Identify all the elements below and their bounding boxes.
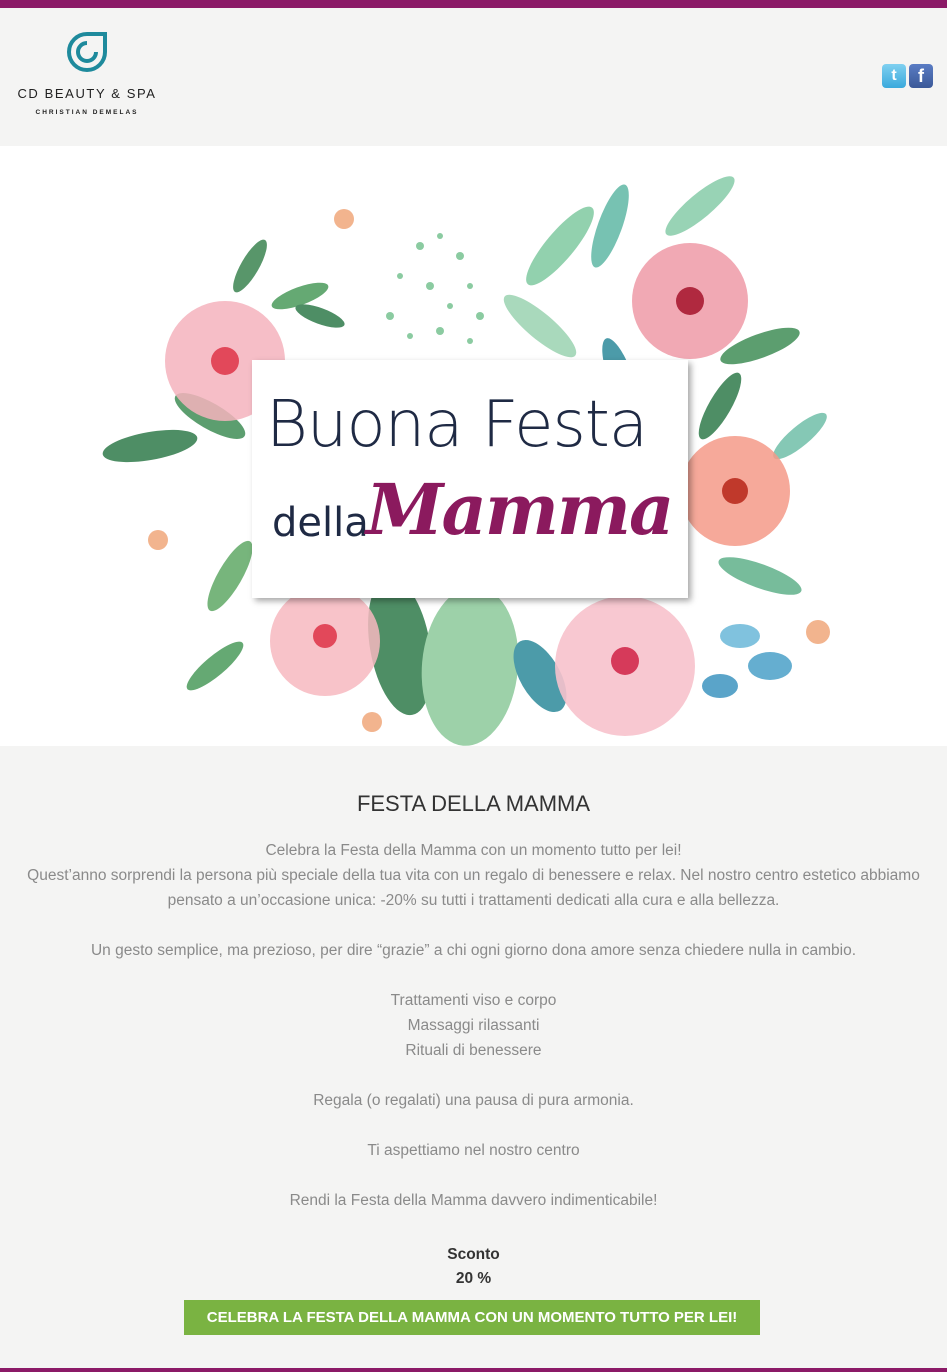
paragraph-line: Quest’anno sorprendi la persona più speciale della tua vita con un regalo di benessere e relax. Nel nostro centro estetico abbiamo: [27, 867, 920, 884]
treatment-item: Massaggi rilassanti: [407, 1017, 540, 1034]
greeting-card: [252, 360, 688, 598]
paragraph-line: pensato a un’occasione unica: -20% su tutti i trattamenti dedicati alla cura e alla bellezza.: [167, 892, 780, 909]
facebook-icon[interactable]: [909, 64, 933, 88]
twitter-glyph: t: [891, 67, 897, 84]
paragraph-line: Ti aspettiamo nel nostro centro: [367, 1142, 580, 1159]
facebook-glyph: f: [918, 65, 924, 86]
cta-button[interactable]: CELEBRA LA FESTA DELLA MAMMA CON UN MOMENTO TUTTO PER LEI!: [184, 1300, 760, 1335]
discount-label: Sconto: [447, 1246, 500, 1263]
greeting-della: della: [272, 500, 369, 546]
discount-value: 20 %: [455, 1270, 492, 1287]
social-links: [882, 64, 933, 88]
hero-banner: [0, 146, 947, 746]
treatment-item: Rituali di benessere: [405, 1042, 542, 1059]
email-content: [0, 746, 947, 1368]
brand-subtitle: CHRISTIAN DEMELAS: [35, 109, 139, 116]
brand-name: CD BEAUTY & SPA: [17, 86, 157, 101]
paragraph-line: Un gesto semplice, ma prezioso, per dire “grazie” a chi ogni giorno dona amore senza chiedere nulla in cambio.: [90, 942, 857, 959]
twitter-icon[interactable]: [882, 64, 906, 88]
email-header: [0, 8, 947, 146]
treatment-item: Trattamenti viso e corpo: [390, 992, 557, 1009]
content-title: FESTA DELLA MAMMA: [356, 791, 591, 816]
paragraph-line: Regala (o regalati) una pausa di pura armonia.: [313, 1092, 634, 1109]
paragraph-line: Celebra la Festa della Mamma con un momento tutto per lei!: [265, 842, 682, 859]
cd-monogram-icon: [67, 30, 107, 76]
top-accent-bar: [0, 0, 947, 8]
brand-logo[interactable]: [14, 30, 160, 116]
greeting-mamma: Mamma: [366, 468, 673, 551]
paragraph-line: Rendi la Festa della Mamma davvero indimenticabile!: [289, 1192, 658, 1209]
greeting-line1: Buona Festa: [266, 388, 648, 462]
bottom-accent-bar: [0, 1368, 947, 1372]
